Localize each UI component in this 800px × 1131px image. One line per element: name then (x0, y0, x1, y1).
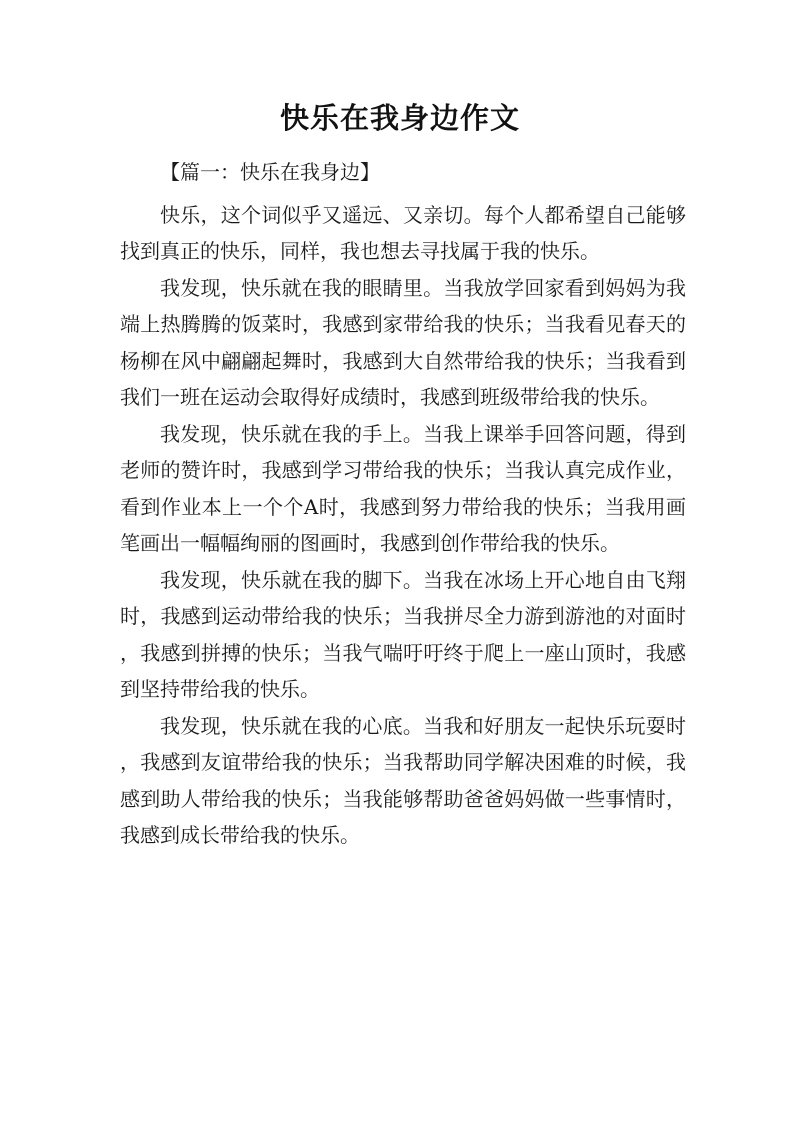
document-title: 快乐在我身边作文 (279, 101, 520, 135)
paragraph-2: 我发现，快乐就在我的眼睛里。当我放学回家看到妈妈为我端上热腾腾的饭菜时，我感到家带给我的快乐；当我看见春天的杨柳在风中翩翩起舞时，我感到大自然带给我的快乐；当我看到我们一班在运动会取得好成绩时，我感到班级带给我的快乐。 (120, 275, 686, 409)
paragraph-3: 我发现，快乐就在我的手上。当我上课举手回答问题，得到老师的赞许时，我感到学习带给我的快乐；当我认真完成作业，看到作业本上一个个A时，我感到努力带给我的快乐；当我用画笔画出一幅幅绚丽的图画时，我感到创作带给我的快乐。 (120, 421, 686, 555)
document-body (120, 154, 686, 854)
section-heading: 【篇一：快乐在我身边】 (160, 160, 380, 184)
paragraph-4: 我发现，快乐就在我的脚下。当我在冰场上开心地自由飞翔时，我感到运动带给我的快乐；当我拼尽全力游到游池的对面时，我感到拼搏的快乐；当我气喘吁吁终于爬上一座山顶时，我感到坚持带给我的快乐。 (120, 567, 686, 701)
paragraph-1: 快乐，这个词似乎又遥远、又亲切。每个人都希望自己能够找到真正的快乐，同样，我也想去寻找属于我的快乐。 (120, 202, 686, 263)
paragraph-5: 我发现，快乐就在我的心底。当我和好朋友一起快乐玩耍时，我感到友谊带给我的快乐；当我帮助同学解决困难的时候，我感到助人带给我的快乐；当我能够帮助爸爸妈妈做一些事情时，我感到成长带给我的快乐。 (120, 713, 686, 847)
